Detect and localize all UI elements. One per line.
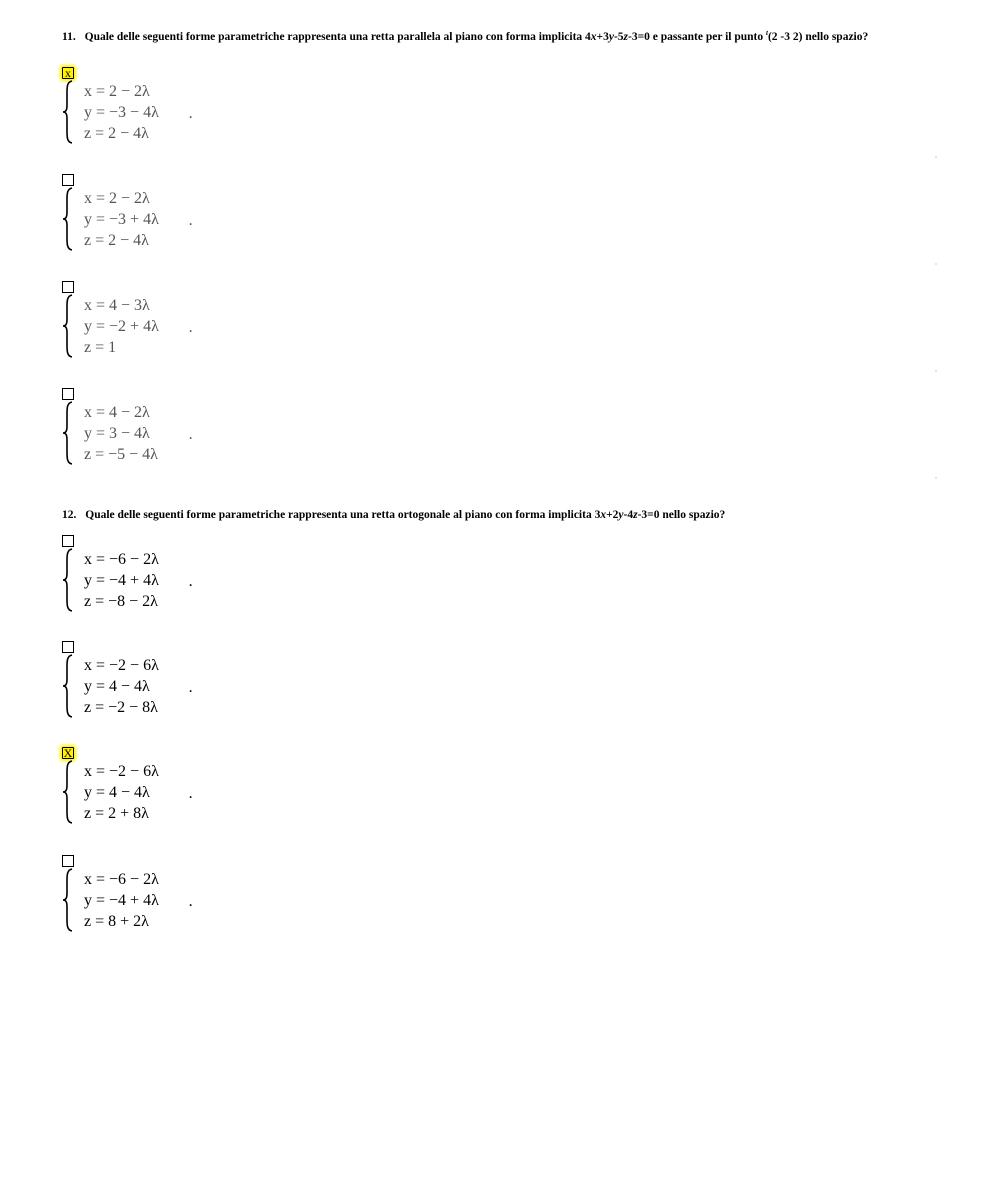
equation-line: x = 4 − 3λ: [84, 297, 150, 314]
equation-line: x = 4 − 2λ: [84, 404, 150, 421]
answer-option: [62, 67, 262, 157]
brace-icon: [62, 547, 76, 613]
period: .: [188, 573, 193, 590]
separator-mark: [935, 370, 937, 372]
answer-checkbox[interactable]: [62, 388, 74, 400]
period: .: [188, 212, 193, 229]
answer-option: [62, 855, 262, 945]
separator-mark: [935, 477, 937, 479]
answer-checkbox[interactable]: [62, 855, 74, 867]
equation-line: y = −3 + 4λ: [84, 211, 159, 228]
answer-option: [62, 747, 262, 837]
brace-icon: [62, 186, 76, 252]
brace-icon: [62, 867, 76, 933]
period: .: [188, 105, 193, 122]
equation-system: [84, 295, 159, 358]
period: .: [188, 785, 193, 802]
period: .: [188, 679, 193, 696]
answer-checkbox[interactable]: [62, 174, 74, 186]
separator-mark: [935, 263, 937, 265]
equation-system: [84, 655, 159, 718]
question-text: Quale delle seguenti forme parametriche rappresenta una retta parallela al piano con forma implicita 4x+3y-5z-3=0 e passante per il punto $^t$(2 -3 2) nello spazio?: [84, 29, 869, 43]
equation-line: z = 2 − 4λ: [84, 125, 149, 142]
equation-line: z = −5 − 4λ: [84, 446, 158, 463]
answer-checkbox[interactable]: [62, 535, 74, 547]
equation-system: [84, 761, 159, 824]
answer-option: [62, 388, 262, 478]
equation-system: [84, 402, 158, 465]
equation-line: z = −8 − 2λ: [84, 593, 158, 610]
equation-line: z = 2 − 4λ: [84, 232, 149, 249]
question-text: Quale delle seguenti forme parametriche rappresenta una retta ortogonale al piano con forma implicita 3x+2y-4z-3=0 nello spazio?: [85, 509, 726, 521]
answer-checkbox[interactable]: [62, 641, 74, 653]
question-11-title: [62, 27, 942, 44]
brace-icon: [62, 759, 76, 825]
question-number: 11.: [62, 30, 76, 43]
equation-line: x = −2 − 6λ: [84, 763, 159, 780]
brace-icon: [62, 400, 76, 466]
question-number: 12.: [62, 509, 77, 521]
answer-checkbox[interactable]: X: [63, 746, 73, 760]
equation-line: z = 2 + 8λ: [84, 805, 149, 822]
equation-system: [84, 549, 159, 612]
equation-line: z = 1: [84, 339, 117, 356]
answer-checkbox[interactable]: [62, 281, 74, 293]
equation-line: y = −3 − 4λ: [84, 104, 159, 121]
equation-system: [84, 188, 159, 251]
answer-option: [62, 535, 262, 625]
answer-checkbox[interactable]: x: [62, 67, 74, 79]
period: .: [188, 319, 193, 336]
equation-line: z = −2 − 8λ: [84, 699, 158, 716]
equation-system: [84, 81, 159, 144]
equation-line: y = −4 + 4λ: [84, 572, 159, 589]
answer-option: [62, 174, 262, 264]
equation-line: x = −6 − 2λ: [84, 551, 159, 568]
equation-system: [84, 869, 159, 932]
equation-line: x = 2 − 2λ: [84, 83, 150, 100]
equation-line: y = 4 − 4λ: [84, 784, 150, 801]
equation-line: x = 2 − 2λ: [84, 190, 150, 207]
separator-mark: [935, 156, 937, 158]
equation-line: y = −4 + 4λ: [84, 892, 159, 909]
period: .: [188, 426, 193, 443]
equation-line: y = 3 − 4λ: [84, 425, 150, 442]
brace-icon: [62, 293, 76, 359]
question-12-title: [62, 509, 942, 522]
equation-line: z = 8 + 2λ: [84, 913, 149, 930]
brace-icon: [62, 79, 76, 145]
answer-option: [62, 281, 262, 371]
equation-line: x = −6 − 2λ: [84, 871, 159, 888]
equation-line: y = 4 − 4λ: [84, 678, 150, 695]
equation-line: x = −2 − 6λ: [84, 657, 159, 674]
answer-option: [62, 641, 262, 731]
period: .: [188, 893, 193, 910]
equation-line: y = −2 + 4λ: [84, 318, 159, 335]
brace-icon: [62, 653, 76, 719]
